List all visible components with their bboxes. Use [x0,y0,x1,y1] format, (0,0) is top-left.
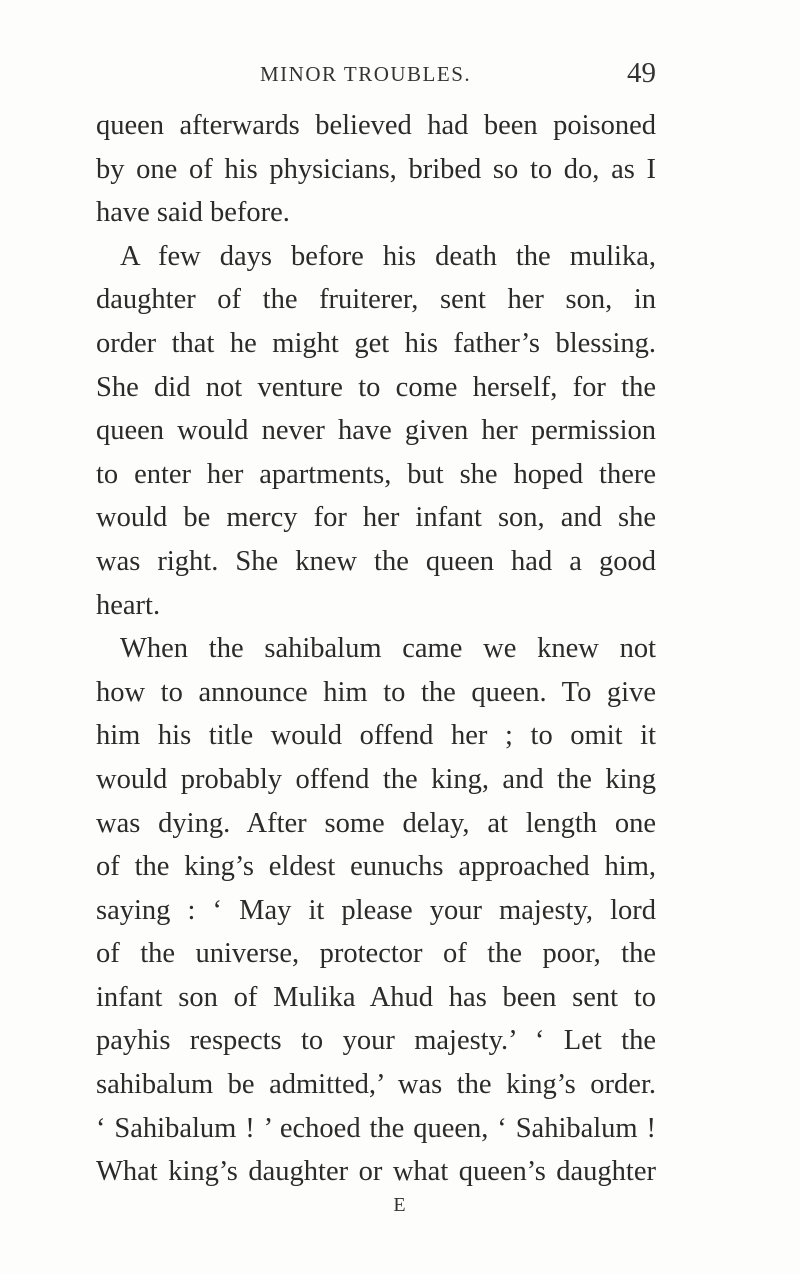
text-line: was right. She knew the queen had a good [96,545,656,577]
text-line: ‘ Sahibalum ! ’ echoed the queen, ‘ Sahibalum ! [96,1112,656,1144]
text-line: order that he might get his father’s blessing. [96,327,656,359]
text-line: queen would never have given her permission [96,415,656,447]
body-text [96,104,656,1194]
running-head [96,57,656,96]
text-line: What king’s daughter or what queen’s daughter [96,1156,656,1188]
text-line: him his title would offend her ; to omit it [96,720,656,752]
text-line: daughter of the fruiterer, sent her son, in [96,284,656,316]
text-line: infant son of Mulika Ahud has been sent to [96,981,656,1013]
text-line: A few days before his death the mulika, [120,240,656,272]
running-title: MINOR TROUBLES. [260,62,472,86]
text-line: by one of his physicians, bribed so to do, as I [96,153,656,185]
text-line: heart. [96,589,161,621]
text-line: would probably offend the king, and the king [96,763,656,795]
text-line: saying : ‘ May it please your majesty, lord [96,894,656,926]
page-number: 49 [627,57,656,89]
text-line: have said before. [96,197,290,229]
text-line: of the king’s eldest eunuchs approached him, [96,851,656,883]
text-line: sahibalum be admitted,’ was the king’s order. [96,1069,656,1101]
text-line: was dying. After some delay, at length one [96,807,656,839]
signature-mark: E [393,1194,407,1216]
text-line: payhis respects to your majesty.’ ‘ Let the [96,1025,656,1057]
text-line: to enter her apartments, but she hoped there [96,458,656,490]
text-line: She did not venture to come herself, for the [96,371,656,403]
text-line: queen afterwards believed had been poisoned [96,110,656,141]
text-line: of the universe, protector of the poor, the [96,938,656,970]
text-line: When the sahibalum came we knew not [120,633,656,665]
text-line: how to announce him to the queen. To give [96,676,656,708]
text-line: would be mercy for her infant son, and she [96,502,656,534]
